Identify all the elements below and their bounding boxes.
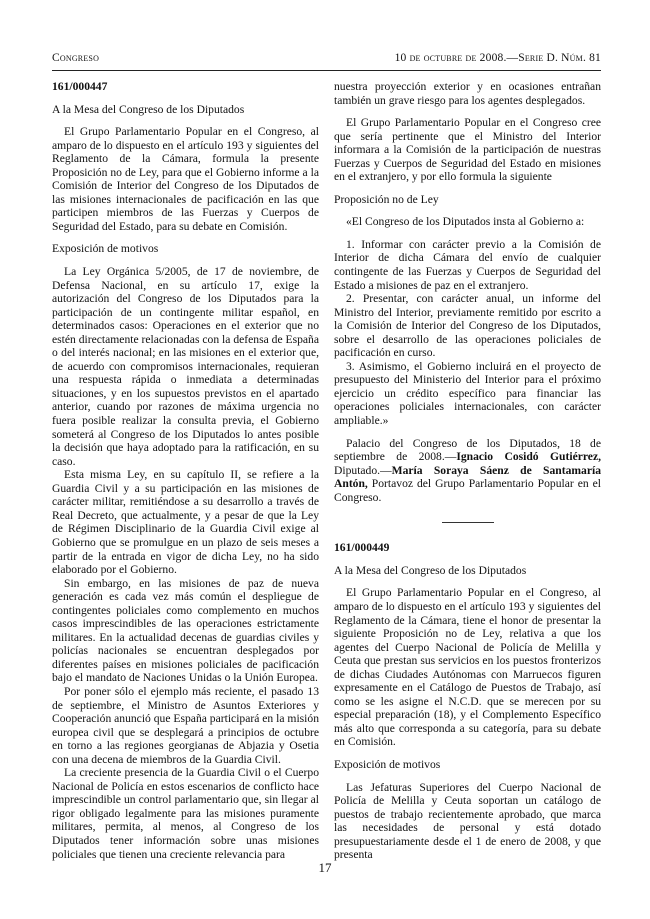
left-column: [52, 80, 319, 861]
resolution-item: 3. Asimismo, el Gobierno incluirá en el proyecto de presupuesto del Ministerio del Interior para el próximo ejercicio un crédito específico para financiar las operaciones policiales internacionales, con carácter ampliable.»: [334, 359, 601, 428]
signatory-name: María Soraya Sáenz de Santamaría Antón,: [334, 463, 601, 491]
signature-block: Palacio del Congreso de los Diputados, 18 de septiembre de 2008.—Ignacio Cosidó Gutiérrez, Diputado.—María Soraya Sáenz de Santamaría Antón, Portavoz del Grupo Parlamentario Popular en el Congreso.: [334, 436, 601, 504]
intro-paragraph: El Grupo Parlamentario Popular en el Congreso, al amparo de lo dispuesto en el artículo 193 y siguientes del Reglamento de la Cámara, tiene el honor de presentar la siguiente Proposición no de Ley, relativa a que los agentes del Cuerpo Nacional de Policía de Melilla y Ceuta que prestan sus servicios en los puestos fronterizos de dichas Ciudades Autónomas con Marruecos figuren expresamente en el Catálogo de Puestos de Trabajo, así como se les asigne el N.C.D. que se merecen por su especial preparación (18), y el Complemento Específico más alto que corresponda a su categoría, para su debate en Comisión.: [334, 586, 601, 749]
addressee: A la Mesa del Congreso de los Diputados: [52, 102, 245, 116]
body-paragraph: La creciente presencia de la Guardia Civil o el Cuerpo Nacional de Policía en estos escenarios de conflicto hace imprescindible un control parlamentario que, sin llegar al rigor obligado legalmente para las misiones puramente militares, permita, al menos, al Congreso de los Diputados tener información sobre unas misiones policiales que tienen una creciente relevancia para: [52, 766, 319, 861]
resolution-intro: «El Congreso de los Diputados insta al Gobierno a:: [346, 215, 585, 229]
resolution-item: 2. Presentar, con carácter anual, un informe del Ministro del Interior, previamente remitido por escrito a la Comisión de Interior del Congreso de los Diputados, sobre el desarrollo de las operaciones policiales de pacificación en curso.: [334, 292, 601, 360]
body-paragraph: Por poner sólo el ejemplo más reciente, el pasado 13 de septiembre, el Ministro de Asuntos Exteriores y Cooperación anunció que España participará en la misión europea civil que se desplegará a principios de octubre en torno a las regiones georgianas de Abjazia y Osetia con una decena de miembros de la Guardia Civil.: [52, 684, 319, 766]
document-reference: 161/000447: [52, 80, 108, 93]
addressee: A la Mesa del Congreso de los Diputados: [334, 563, 527, 577]
header-publication: Congreso: [52, 52, 100, 64]
body-paragraph: Esta misma Ley, en su capítulo II, se refiere a la Guardia Civil y a su participación en las misiones de carácter militar, remitiéndose a su desarrollo a través de Real Decreto, que actualmente, y a pesar de que la Ley de Régimen Disciplinario de la Guardia Civil exige al Gobierno que se promulgue en un plazo de seis meses a partir de la entrada en vigor de dicha Ley, no ha sido elaborado por el Gobierno.: [52, 468, 319, 577]
section-heading: Exposición de motivos: [334, 757, 441, 771]
body-paragraph-continued: nuestra proyección exterior y en ocasiones entrañan también un grave riesgo para los agentes desplegados.: [334, 80, 601, 107]
section-heading: Exposición de motivos: [52, 242, 159, 256]
body-paragraph: Las Jefaturas Superiores del Cuerpo Nacional de Policía de Melilla y Ceuta soportan un catálogo de puestos de trabajo recientemente aprobado, que marca las necesidades de personal y está dotado presupuestariamente desde el 1 de enero de 2008, y que presenta: [334, 780, 601, 862]
signatory-name: Ignacio Cosidó Gutiérrez,: [456, 450, 601, 464]
header-date-series: 10 de octubre de 2008.—Serie D. Núm. 81: [394, 52, 601, 64]
right-column: [334, 80, 601, 862]
running-header: [52, 52, 601, 68]
body-paragraph: Sin embargo, en las misiones de paz de nueva generación es cada vez más común el despliegue de contingentes policiales como complemento en muchos casos imprescindibles de las operaciones estrictamente militares. En la actualidad decenas de guardias civiles y policías nacionales se encuentran desplegados por diferentes países en misiones policiales de pacificación bajo el mandato de Naciones Unidas o la Unión Europea.: [52, 576, 319, 685]
page-number: 17: [318, 860, 332, 875]
intro-paragraph: El Grupo Parlamentario Popular en el Congreso, al amparo de lo dispuesto en el artículo 193 y siguientes del Reglamento de la Cámara, formula la presente Proposición no de Ley, para que el Gobierno informe a la Comisión de Interior del Congreso de los Diputados de las misiones internacionales de pacificación en las que participen miembros de las Fuerzas y Cuerpos de Seguridad del Estado, para su debate en Comisión.: [52, 125, 319, 233]
resolution-item: 1. Informar con carácter previo a la Comisión de Interior de dicha Cámara del envío de cualquier contingente de las Fuerzas y Cuerpos de Seguridad del Estado a misiones de paz en el extranjero.: [334, 237, 601, 292]
body-paragraph: El Grupo Parlamentario Popular en el Congreso cree que sería pertinente que el Ministro del Interior informara a la Comisión de la participación de nuestras Fuerzas y Cuerpos de Seguridad del Estado en misiones en el extranjero, y por ello formula la siguiente: [334, 116, 601, 184]
body-paragraph: La Ley Orgánica 5/2005, de 17 de noviembre, de Defensa Nacional, en su artículo 17, exige la autorización del Congreso de los Diputados para la participación de un contingente militar español, en determinados casos: Operaciones en el exterior que no estén directamente relacionadas con la defensa de España o del interés nacional; en las misiones en el exterior que, de acuerdo con compromisos internacionales, requieran una respuesta rápida o inmediata a determinadas situaciones, y en los supuestos previstos en el apartado anterior, cuando por razones de máxima urgencia no fuera posible realizar la consulta previa, el Gobierno someterá al Congreso de los Diputados lo antes posible la decisión que haya adoptado para la ratificación, en su caso.: [52, 265, 319, 468]
document-reference: 161/000449: [334, 541, 390, 555]
header-divider: [52, 70, 601, 71]
section-heading: Proposición no de Ley: [334, 192, 439, 206]
